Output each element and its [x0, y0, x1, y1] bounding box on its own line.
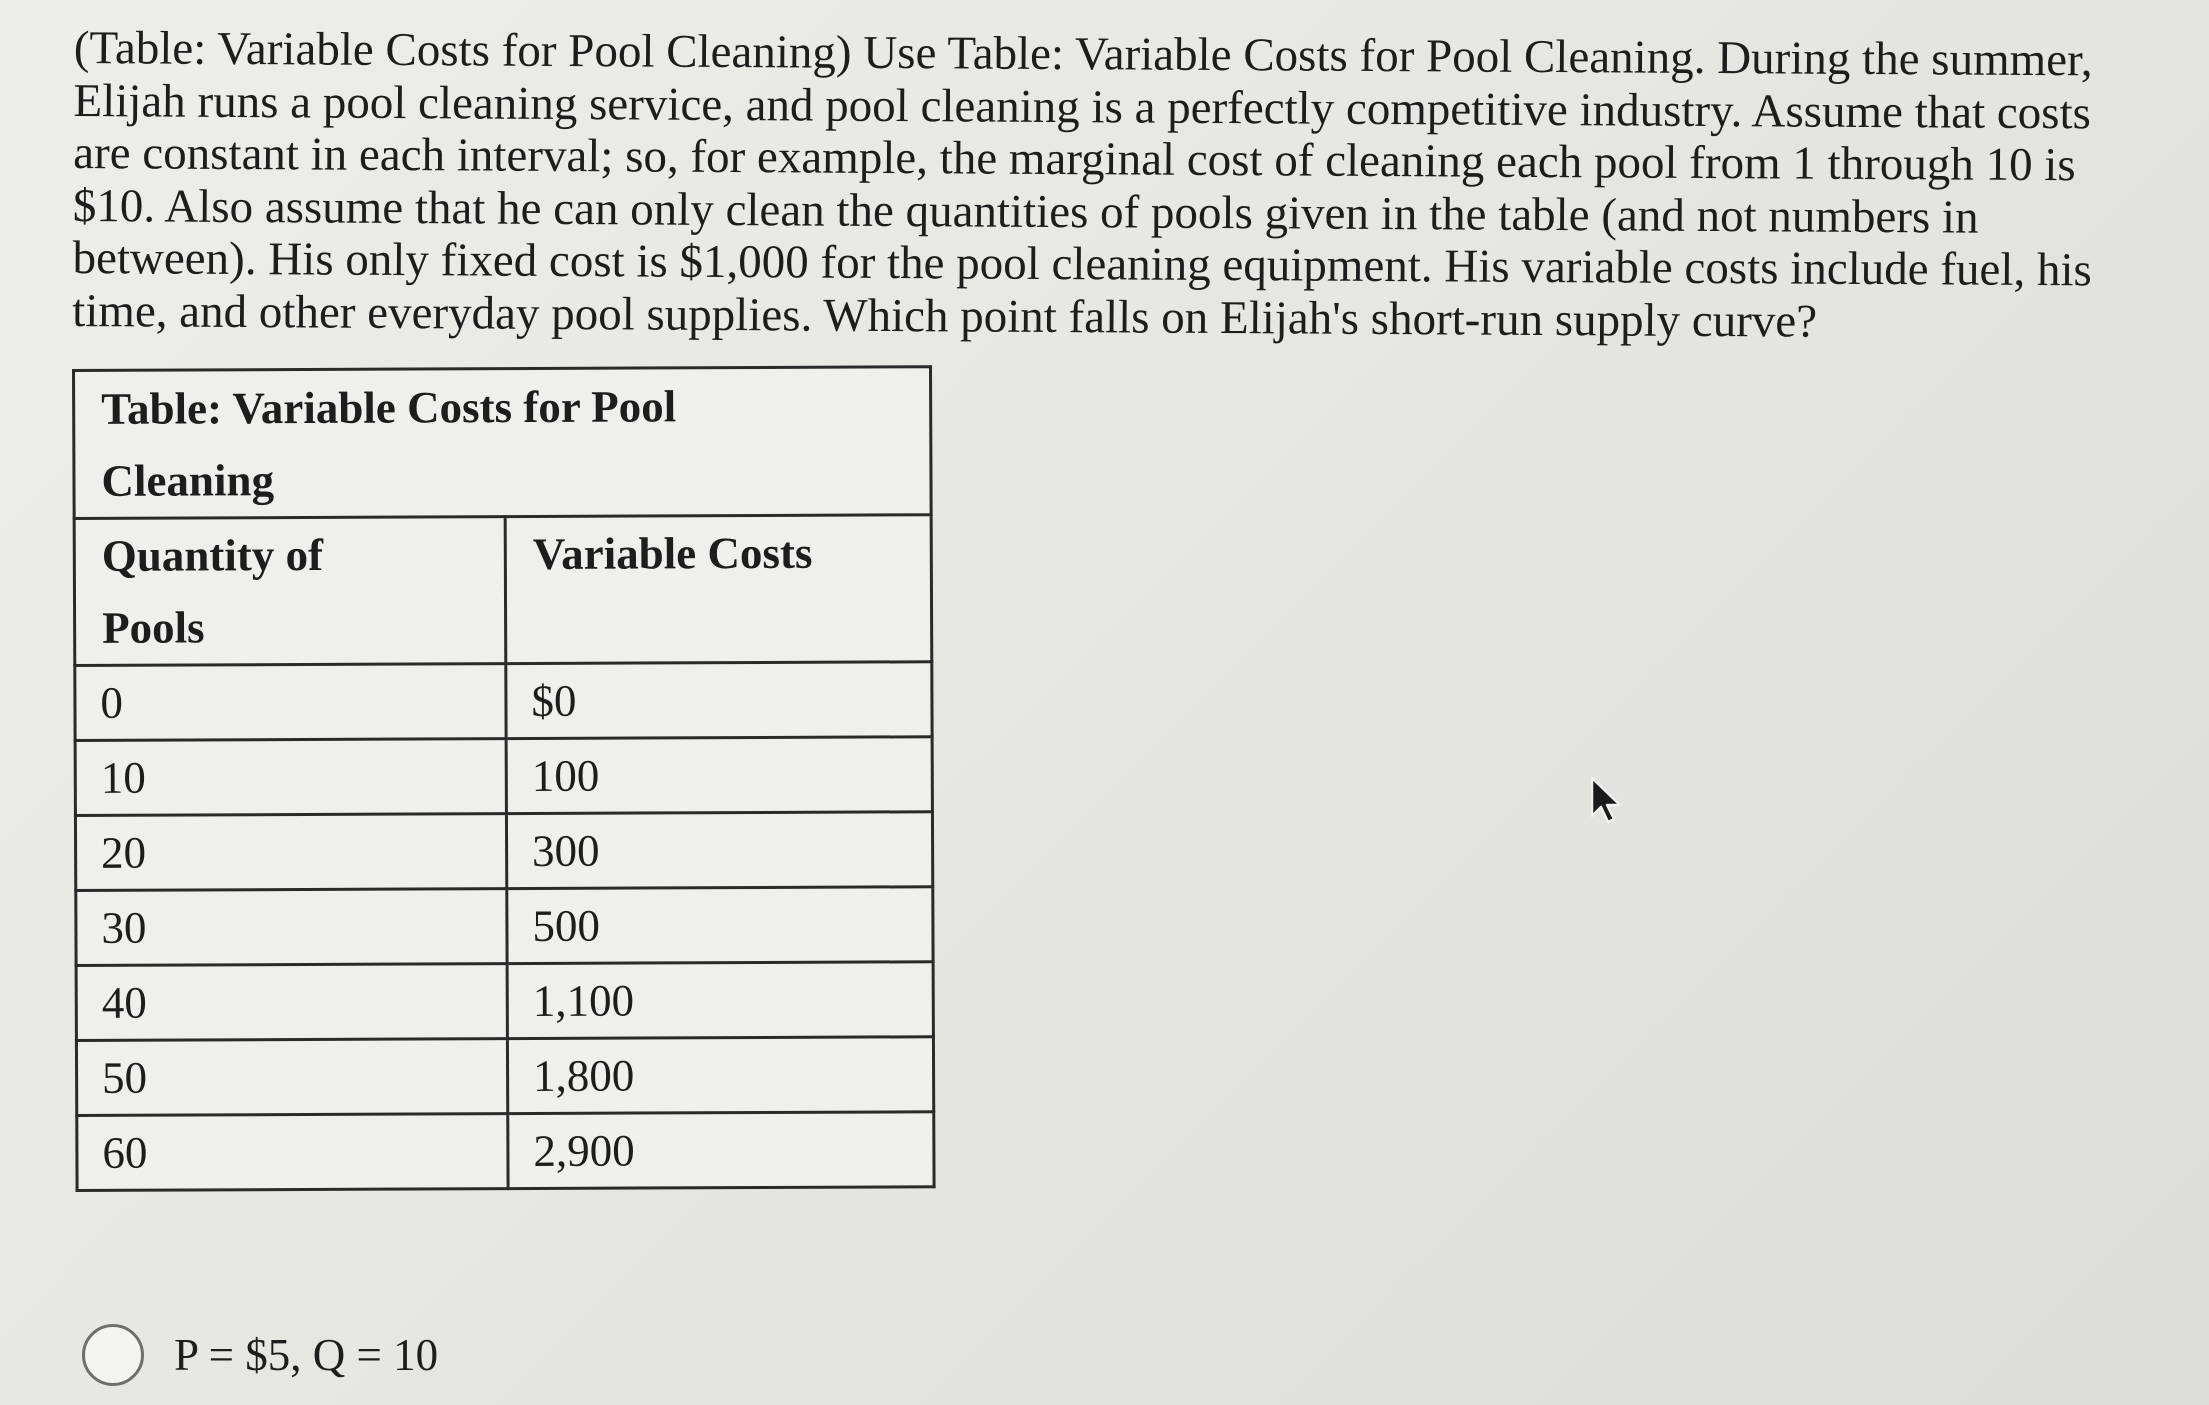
- column-header-text: Quantity of: [101, 529, 324, 581]
- question-line: time, and other everyday pool supplies. Which point falls on Elijah's short-run supply curve?: [72, 284, 1818, 348]
- table-row: [76, 962, 933, 1041]
- cell-cost: 500: [507, 887, 933, 964]
- table-row: [77, 1112, 934, 1191]
- cell-cost: 2,900: [508, 1112, 934, 1189]
- cell-quantity: 40: [76, 964, 507, 1041]
- table-header-row: [74, 515, 932, 666]
- table-row: [75, 737, 932, 816]
- question-text: [72, 22, 2209, 350]
- table-caption-line: Table: Variable Costs for Pool: [101, 381, 677, 434]
- table-caption-line: Cleaning: [101, 455, 275, 506]
- question-line: are constant in each interval; so, for example, the marginal cost of cleaning each pool from 1 through 10 is: [73, 126, 2076, 192]
- cell-cost: 1,100: [507, 962, 933, 1039]
- question-line: (Table: Variable Costs for Pool Cleaning) Use Table: Variable Costs for Pool Cleaning. During the summer,: [73, 22, 2093, 87]
- cell-cost: 300: [506, 812, 932, 889]
- cell-quantity: 60: [77, 1114, 508, 1191]
- cell-quantity: 50: [76, 1039, 507, 1116]
- column-header-costs: Variable Costs: [505, 515, 932, 664]
- variable-costs-table: [72, 365, 936, 1192]
- cell-cost: 1,800: [507, 1037, 933, 1114]
- mouse-pointer-icon: [1590, 776, 1624, 824]
- cell-cost: $0: [506, 662, 932, 739]
- table-row: [76, 1037, 933, 1116]
- radio-circle-icon[interactable]: [82, 1324, 144, 1386]
- table-row: [76, 887, 933, 966]
- table-row: [75, 812, 932, 891]
- question-line: $10. Also assume that he can only clean the quantities of pools given in the table (and not numbers in: [72, 179, 1979, 244]
- table-caption-row: [74, 367, 932, 519]
- answer-option-label: P = $5, Q = 10: [174, 1330, 439, 1380]
- cell-cost: 100: [506, 737, 932, 814]
- cell-quantity: 0: [75, 664, 506, 741]
- table-row: [75, 662, 932, 741]
- variable-costs-table-container: [72, 365, 936, 1192]
- cell-quantity: 10: [75, 739, 506, 816]
- question-line: Elijah runs a pool cleaning service, and pool cleaning is a perfectly competitive industry. Assume that costs: [73, 74, 2092, 139]
- cell-quantity: 30: [76, 889, 507, 966]
- column-header-text: Pools: [102, 602, 205, 653]
- answer-option-1[interactable]: [82, 1324, 438, 1386]
- table-caption: [74, 367, 932, 519]
- cell-quantity: 20: [75, 814, 506, 891]
- column-header-quantity: [74, 517, 506, 666]
- question-line: between). His only fixed cost is $1,000 for the pool cleaning equipment. His variable costs include fuel, his: [72, 231, 2092, 297]
